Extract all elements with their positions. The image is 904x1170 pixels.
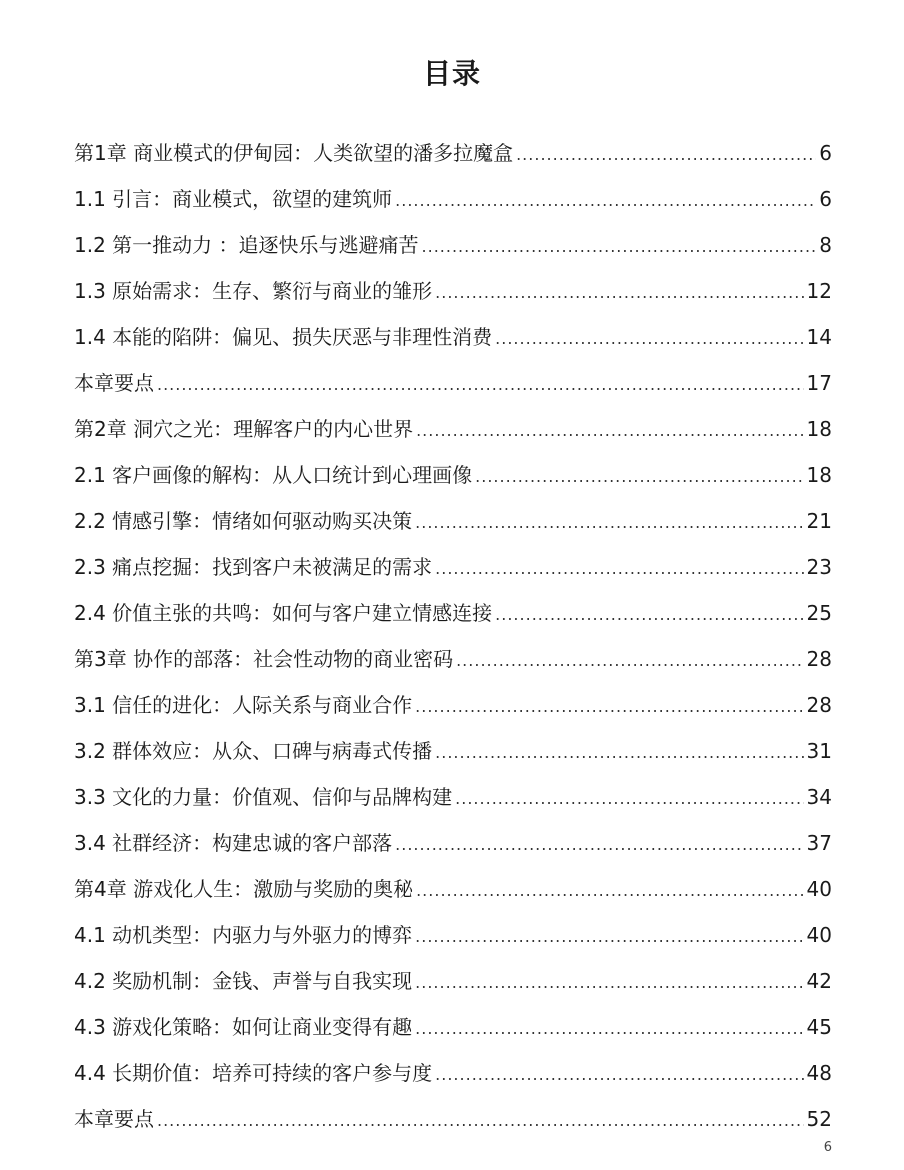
toc-entry[interactable] bbox=[74, 268, 832, 314]
toc-entry-label: 2.3 痛点挖掘：找到客户未被满足的需求 bbox=[74, 555, 433, 579]
toc-entry[interactable] bbox=[74, 1096, 832, 1142]
dot-leader bbox=[416, 868, 803, 914]
dot-leader bbox=[455, 776, 803, 822]
dot-leader bbox=[415, 500, 803, 546]
toc-entry-label: 第4章 游戏化人生：激励与奖励的奥秘 bbox=[74, 877, 414, 901]
dot-leader bbox=[415, 960, 803, 1006]
dot-leader bbox=[415, 684, 803, 730]
toc-entry[interactable] bbox=[74, 820, 832, 866]
dot-leader bbox=[456, 638, 803, 684]
toc-entry-page: 40 bbox=[806, 923, 832, 947]
toc-entry[interactable] bbox=[74, 636, 832, 682]
toc-entry-label: 第3章 协作的部落：社会性动物的商业密码 bbox=[74, 647, 454, 671]
toc-entry-label: 4.4 长期价值：培养可持续的客户参与度 bbox=[74, 1061, 433, 1085]
dot-leader bbox=[415, 1006, 803, 1052]
dot-leader bbox=[157, 1098, 804, 1144]
toc-entry-label: 3.3 文化的力量：价值观、信仰与品牌构建 bbox=[74, 785, 453, 809]
toc-entry-page: 6 bbox=[819, 141, 832, 165]
toc-entry-page: 6 bbox=[819, 187, 832, 211]
toc-entry-label: 4.1 动机类型：内驱力与外驱力的博弈 bbox=[74, 923, 413, 947]
toc-entry[interactable] bbox=[74, 130, 832, 176]
dot-leader bbox=[516, 132, 816, 178]
dot-leader bbox=[416, 408, 803, 454]
toc-entry-label: 1.1 引言：商业模式，欲望的建筑师 bbox=[74, 187, 393, 211]
toc-entry[interactable] bbox=[74, 866, 832, 912]
toc-entry-page: 25 bbox=[806, 601, 832, 625]
page-title: 目录 bbox=[422, 57, 481, 90]
toc-entry-page: 40 bbox=[806, 877, 832, 901]
toc-entry[interactable] bbox=[74, 728, 832, 774]
toc-entry-page: 17 bbox=[806, 371, 832, 395]
toc-entry-label: 3.1 信任的进化：人际关系与商业合作 bbox=[74, 693, 413, 717]
toc-entry-label: 4.3 游戏化策略：如何让商业变得有趣 bbox=[74, 1015, 413, 1039]
toc-entry-label: 1.4 本能的陷阱：偏见、损失厌恶与非理性消费 bbox=[74, 325, 493, 349]
dot-leader bbox=[495, 316, 803, 362]
dot-leader bbox=[475, 454, 803, 500]
toc-entry-label: 第2章 洞穴之光：理解客户的内心世界 bbox=[74, 417, 414, 441]
toc-entry-label: 1.2 第一推动力 ：追逐快乐与逃避痛苦 bbox=[74, 233, 419, 257]
toc-list bbox=[74, 130, 832, 1142]
toc-entry-label: 2.2 情感引擎：情绪如何驱动购买决策 bbox=[74, 509, 413, 533]
page-number: 6 bbox=[823, 1140, 832, 1155]
dot-leader bbox=[495, 592, 803, 638]
toc-entry[interactable] bbox=[74, 314, 832, 360]
toc-entry-page: 37 bbox=[806, 831, 832, 855]
toc-entry[interactable] bbox=[74, 1004, 832, 1050]
toc-entry[interactable] bbox=[74, 498, 832, 544]
toc-entry[interactable] bbox=[74, 222, 832, 268]
dot-leader bbox=[435, 546, 803, 592]
toc-entry-label: 4.2 奖励机制：金钱、声誉与自我实现 bbox=[74, 969, 413, 993]
toc-entry-label: 3.4 社群经济：构建忠诚的客户部落 bbox=[74, 831, 393, 855]
dot-leader bbox=[157, 362, 804, 408]
toc-entry-page: 18 bbox=[806, 463, 832, 487]
toc-entry-page: 34 bbox=[806, 785, 832, 809]
toc-entry-page: 48 bbox=[806, 1061, 832, 1085]
toc-entry-page: 23 bbox=[806, 555, 832, 579]
dot-leader bbox=[435, 1052, 803, 1098]
toc-entry-page: 31 bbox=[806, 739, 832, 763]
toc-entry-label: 2.4 价值主张的共鸣：如何与客户建立情感连接 bbox=[74, 601, 493, 625]
toc-entry-page: 21 bbox=[806, 509, 832, 533]
dot-leader bbox=[435, 270, 803, 316]
toc-entry-page: 28 bbox=[806, 647, 832, 671]
dot-leader bbox=[415, 914, 803, 960]
toc-entry-page: 12 bbox=[806, 279, 832, 303]
dot-leader bbox=[395, 178, 816, 224]
toc-entry-page: 14 bbox=[806, 325, 832, 349]
toc-entry-label: 2.1 客户画像的解构：从人口统计到心理画像 bbox=[74, 463, 473, 487]
toc-entry[interactable] bbox=[74, 406, 832, 452]
toc-entry-label: 第1章 商业模式的伊甸园：人类欲望的潘多拉魔盒 bbox=[74, 141, 514, 165]
toc-entry-page: 52 bbox=[806, 1107, 832, 1131]
toc-entry[interactable] bbox=[74, 1050, 832, 1096]
toc-entry[interactable] bbox=[74, 958, 832, 1004]
toc-entry[interactable] bbox=[74, 544, 832, 590]
toc-entry[interactable] bbox=[74, 360, 832, 406]
toc-entry-page: 28 bbox=[806, 693, 832, 717]
toc-entry[interactable] bbox=[74, 912, 832, 958]
toc-entry-page: 45 bbox=[806, 1015, 832, 1039]
dot-leader bbox=[435, 730, 803, 776]
toc-entry-label: 1.3 原始需求：生存、繁衍与商业的雏形 bbox=[74, 279, 433, 303]
toc-entry-page: 42 bbox=[806, 969, 832, 993]
toc-entry[interactable] bbox=[74, 590, 832, 636]
dot-leader bbox=[422, 224, 817, 270]
toc-entry-label: 本章要点 bbox=[74, 1107, 154, 1131]
toc-entry-page: 18 bbox=[806, 417, 832, 441]
toc-entry[interactable] bbox=[74, 774, 832, 820]
toc-entry[interactable] bbox=[74, 176, 832, 222]
dot-leader bbox=[395, 822, 803, 868]
toc-entry-label: 本章要点 bbox=[74, 371, 154, 395]
toc-entry[interactable] bbox=[74, 682, 832, 728]
toc-entry-label: 3.2 群体效应：从众、口碑与病毒式传播 bbox=[74, 739, 433, 763]
toc-entry[interactable] bbox=[74, 452, 832, 498]
toc-entry-page: 8 bbox=[819, 233, 832, 257]
